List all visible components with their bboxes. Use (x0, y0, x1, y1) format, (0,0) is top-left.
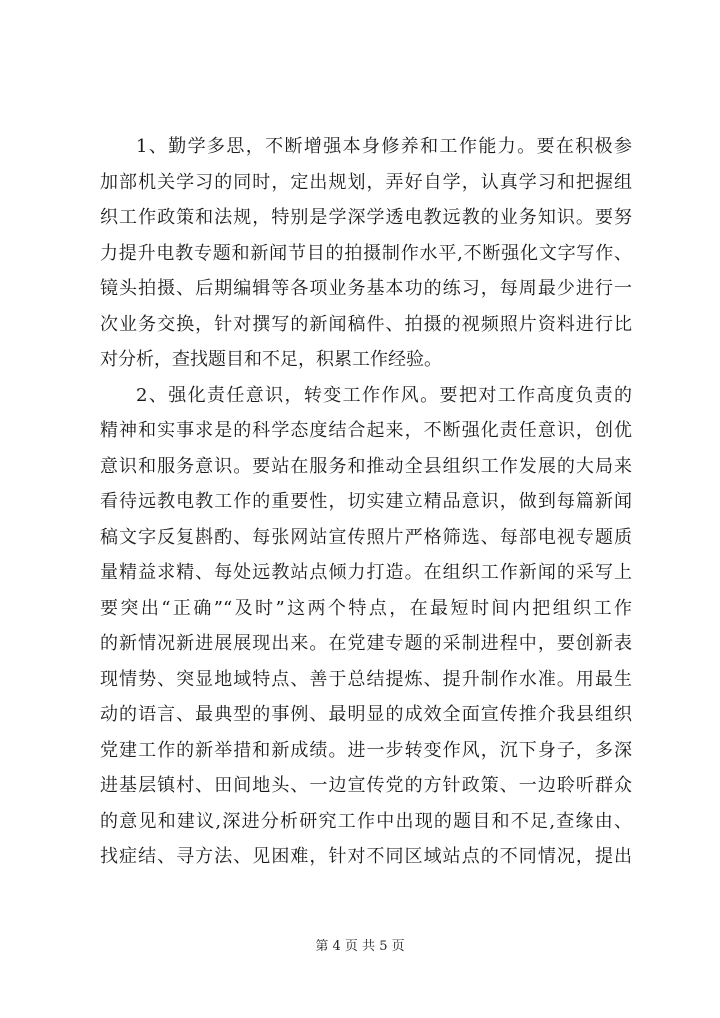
text-line: 加部机关学习的同时，定出规划，弄好自学，认真学习和把握组 (100, 171, 632, 193)
text-line: 的新情况新进展展现出来。在党建专题的采制进程中，要创新表 (100, 633, 632, 654)
document-body (100, 129, 632, 875)
text-line: 1、勤学多思，不断增强本身修养和工作能力。要在积极参 (136, 136, 632, 157)
text-line: 的意见和建议,深进分析研究工作中出现的题目和不足,查缘由、 (100, 810, 632, 832)
text-line: 织工作政策和法规，特别是学深学透电教远教的业务知识。要努 (100, 207, 632, 228)
text-line: 稿文字反复斟酌、每张网站宣传照片严格筛选、每部电视专题质 (100, 526, 632, 548)
page-number-footer: 第 4 页 共 5 页 (315, 939, 405, 954)
text-line: 现情势、突显地域特点、善于总结提炼、提升制作水准。用最生 (100, 668, 632, 690)
text-line: 次业务交换，针对撰写的新闻稿件、拍摄的视频照片资料进行比 (100, 313, 632, 335)
text-line: 对分析，查找题目和不足，积累工作经验。 (100, 349, 442, 370)
text-line: 力提升电教专题和新闻节目的拍摄制作水平,不断强化文字写作、 (100, 242, 632, 264)
text-line: 精神和实事求是的科学态度结合起来，不断强化责任意识，创优 (100, 420, 632, 441)
text-line: 进基层镇村、田间地头、一边宣传党的方针政策、一边聆听群众 (100, 775, 632, 796)
text-line: 意识和服务意识。要站在服务和推动全县组织工作发展的大局来 (100, 455, 632, 477)
text-line: 量精益求精、每处远教站点倾力打造。在组织工作新闻的采写上 (100, 562, 632, 583)
text-line: 找症结、寻方法、见困难，针对不同区域站点的不同情况，提出 (100, 846, 632, 867)
text-line: 动的语言、最典型的事例、最明显的成效全面宣传推介我县组织 (100, 704, 632, 725)
text-line: 党建工作的新举措和新成绩。进一步转变作风，沉下身子，多深 (100, 739, 632, 761)
text-line: 镜头拍摄、后期编辑等各项业务基本功的练习，每周最少进行一 (100, 278, 632, 299)
paragraph-1 (100, 129, 632, 378)
text-line: 看待远教电教工作的重要性，切实建立精品意识，做到每篇新闻 (100, 491, 632, 512)
text-line: 要突出“正确”“及时”这两个特点，在最短时间内把组织工作 (100, 597, 632, 619)
text-line: 2、强化责任意识，转变工作作风。要把对工作高度负责的 (136, 384, 632, 406)
paragraph-2 (100, 378, 632, 875)
